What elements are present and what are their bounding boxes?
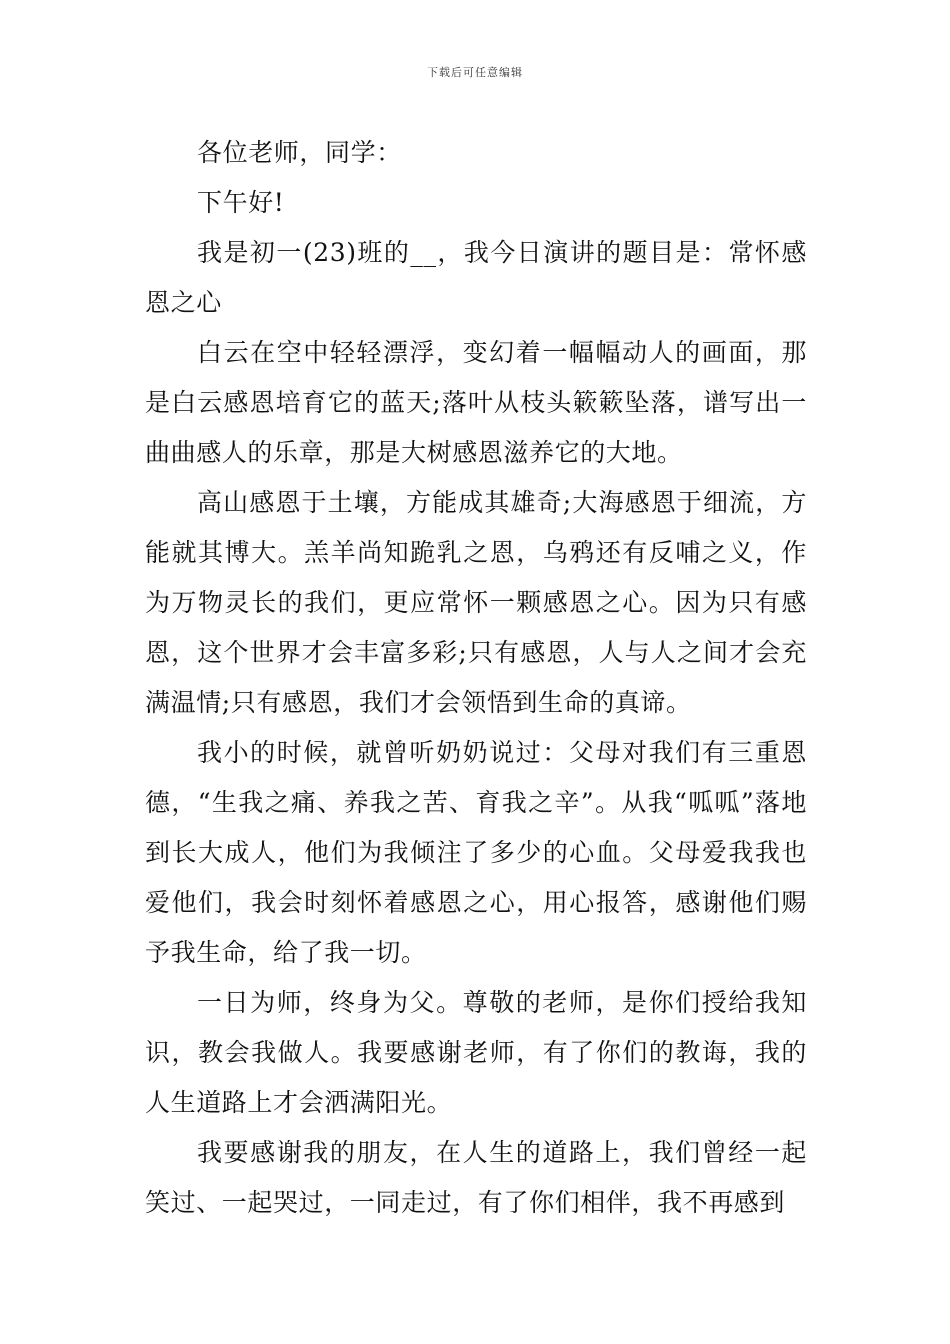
document-body bbox=[145, 128, 807, 1228]
intro-paragraph: 我是初一(23)班的__，我今日演讲的题目是：常怀感恩之心 bbox=[145, 238, 807, 317]
body-paragraph: 高山感恩于土壤，方能成其雄奇;大海感恩于细流，方能就其博大。羔羊尚知跪乳之恩，乌鸦还有反哺之义，作为万物灵长的我们，更应常怀一颗感恩之心。因为只有感恩，这个世界才会丰富多彩;只有感恩，人与人之间才会充满温情;只有感恩，我们才会领悟到生命的真谛。 bbox=[145, 488, 807, 717]
header-note: 下载后可任意编辑 bbox=[427, 66, 523, 79]
body-paragraph: 我小的时候，就曾听奶奶说过：父母对我们有三重恩德，“生我之痛、养我之苦、育我之辛”。从我“呱呱”落地到长大成人，他们为我倾注了多少的心血。父母爱我我也爱他们，我会时刻怀着感恩之心，用心报答，感谢他们赐予我生命，给了我一切。 bbox=[145, 738, 807, 967]
body-paragraph: 我要感谢我的朋友，在人生的道路上，我们曾经一起笑过、一起哭过，一同走过，有了你们相伴，我不再感到 bbox=[145, 1138, 807, 1217]
body-paragraph: 白云在空中轻轻漂浮，变幻着一幅幅动人的画面，那是白云感恩培育它的蓝天;落叶从枝头簌簌坠落，谱写出一曲曲感人的乐章，那是大树感恩滋养它的大地。 bbox=[145, 338, 807, 467]
body-paragraph: 一日为师，终身为父。尊敬的老师，是你们授给我知识，教会我做人。我要感谢老师，有了你们的教诲，我的人生道路上才会洒满阳光。 bbox=[145, 988, 807, 1117]
greeting-paragraph: 各位老师，同学： bbox=[197, 138, 402, 167]
salutation-paragraph: 下午好! bbox=[197, 188, 285, 217]
